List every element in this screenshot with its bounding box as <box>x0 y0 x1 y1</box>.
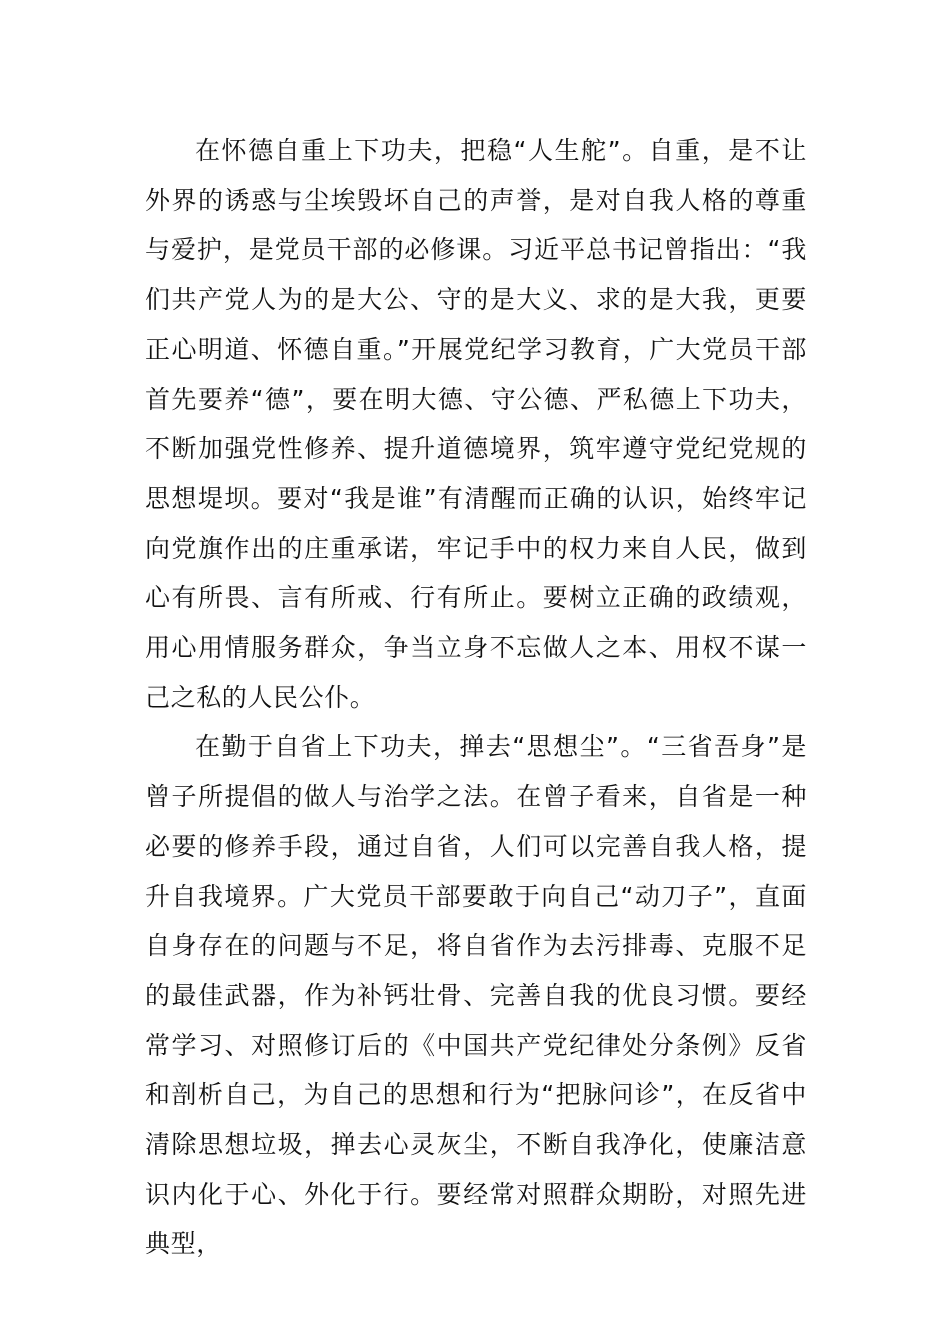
paragraph-self-respect: 在怀德自重上下功夫，把稳“人生舵”。自重，是不让外界的诱惑与尘埃毁坏自己的声誉，是对自我人格的尊重与爱护，是党员干部的必修课。习近平总书记曾指出：“我们共产党人为的是大公、守的是大义、求的是大我，更要正心明道、怀德自重。”开展党纪学习教育，广大党员干部首先要养“德”，要在明大德、守公德、严私德上下功夫，不断加强党性修养、提升道德境界，筑牢遵守党纪党规的思想堤坝。要对“我是谁”有清醒而正确的认识，始终牢记向党旗作出的庄重承诺，牢记手中的权力来自人民，做到心有所畏、言有所戒、行有所止。要树立正确的政绩观，用心用情服务群众，争当立身不忘做人之本、用权不谋一己之私的人民公仆。 <box>145 136 807 712</box>
document-body <box>145 126 807 1269</box>
paragraph-self-reflection: 在勤于自省上下功夫，掸去“思想尘”。“三省吾身”是曾子所提倡的做人与治学之法。在曾子看来，自省是一种必要的修养手段，通过自省，人们可以完善自我人格，提升自我境界。广大党员干部要敢于向自己“动刀子”，直面自身存在的问题与不足，将自省作为去污排毒、克服不足的最佳武器，作为补钙壮骨、完善自我的优良习惯。要经常学习、对照修订后的《中国共产党纪律处分条例》反省和剖析自己，为自己的思想和行为“把脉问诊”，在反省中清除思想垃圾，掸去心灵灰尘，不断自我净化，使廉洁意识内化于心、外化于行。要经常对照群众期盼，对照先进典型， <box>145 732 807 1259</box>
